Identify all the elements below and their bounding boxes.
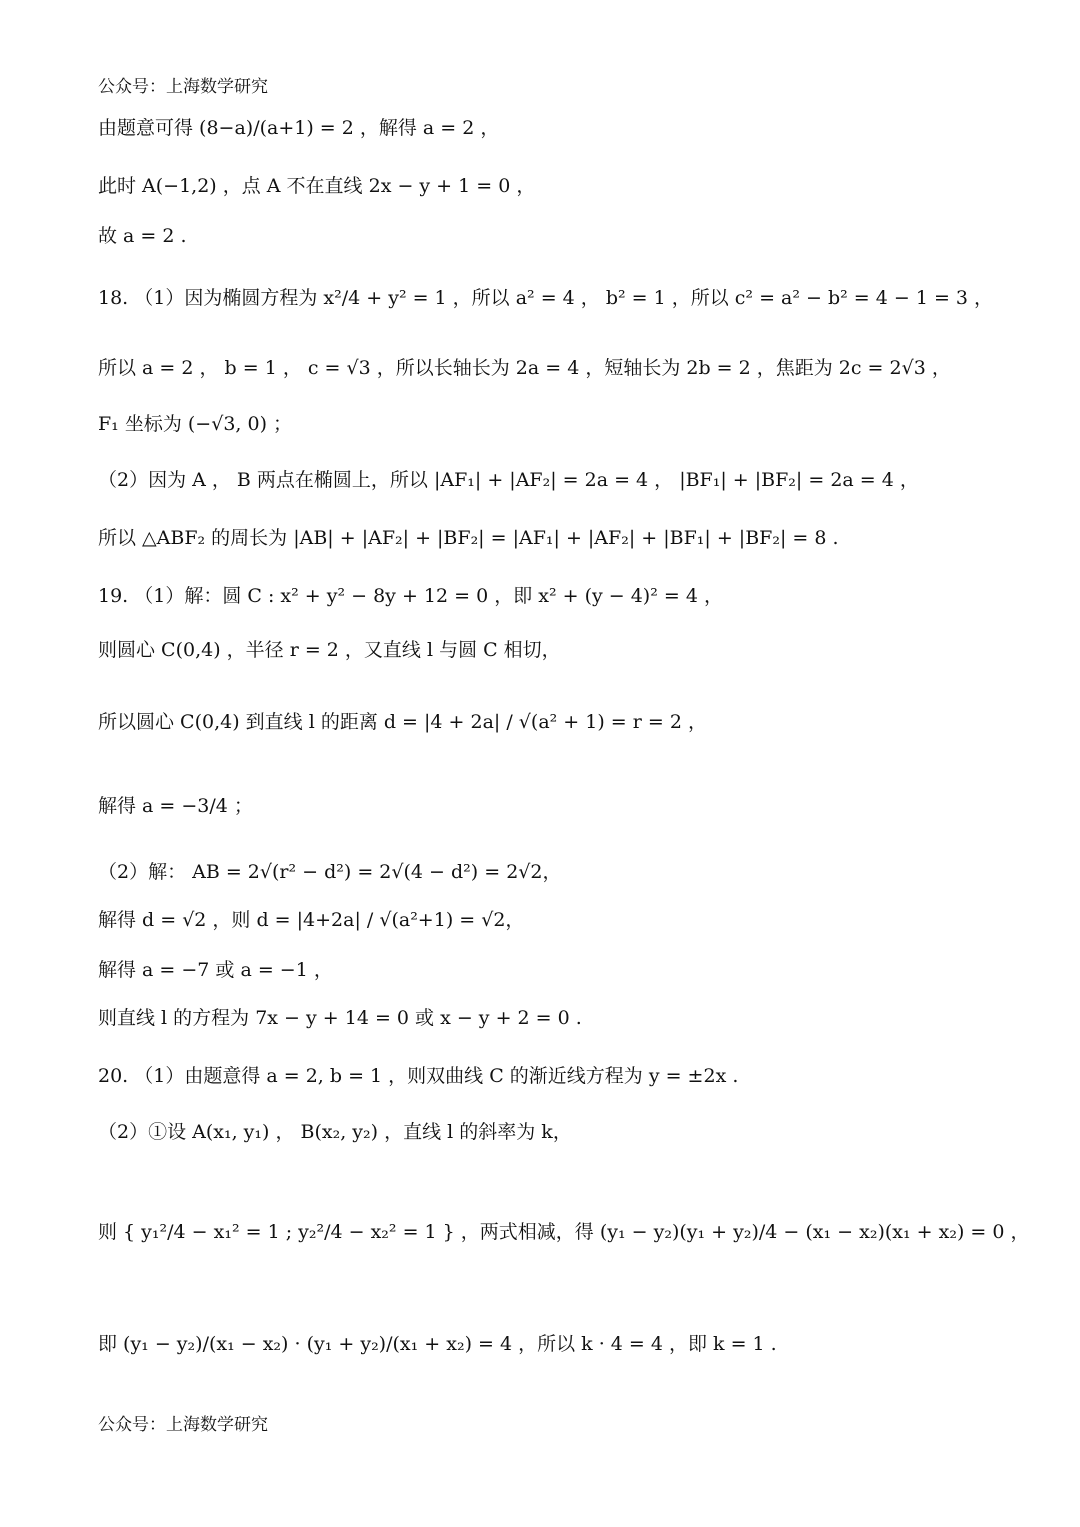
solution-line: 则直线 l 的方程为 7x − y + 14 = 0 或 x − y + 2 = 0 . (98, 1007, 582, 1029)
solution-line: 故 a = 2 . (98, 225, 187, 247)
solution-line: 解得 a = −3/4 ； (98, 795, 253, 817)
solution-line: 20. （1）由题意得 a = 2, b = 1 ，则双曲线 C 的渐近线方程为 y = ±2x . (98, 1065, 739, 1087)
solution-line: 由题意可得 (8−a)/(a+1) = 2 ，解得 a = 2 ， (98, 117, 500, 139)
solution-line: 所以 △ABF₂ 的周长为 |AB| + |AF₂| + |BF₂| = |AF₁| + |AF₂| + |BF₁| + |BF₂| = 8 . (98, 527, 839, 549)
solution-line: 则圆心 C(0,4) ，半径 r = 2 ，又直线 l 与圆 C 相切， (98, 639, 561, 661)
solution-line: （2）解： AB = 2√(r² − d²) = 2√(4 − d²) = 2√2， (98, 861, 562, 883)
page-footer: 公众号：上海数学研究 (98, 1415, 268, 1435)
solution-line: 则 { y₁²/4 − x₁² = 1 ; y₂²/4 − x₂² = 1 } ，两式相减，得 (y₁ − y₂)(y₁ + y₂)/4 − (x₁ − x₂)(x₁ + x₂) = 0 ， (98, 1221, 1030, 1243)
solution-line: （2）因为 A ， B 两点在椭圆上，所以 |AF₁| + |AF₂| = 2a = 4 ， |BF₁| + |BF₂| = 2a = 4 ， (98, 469, 919, 491)
solution-line: 此时 A(−1,2) ，点 A 不在直线 2x − y + 1 = 0 ， (98, 175, 536, 197)
solution-line: 所以圆心 C(0,4) 到直线 l 的距离 d = |4 + 2a| / √(a² + 1) = r = 2 ， (98, 711, 707, 733)
solution-line: 即 (y₁ − y₂)/(x₁ − x₂) · (y₁ + y₂)/(x₁ + x₂) = 4 ，所以 k · 4 = 4 ，即 k = 1 . (98, 1333, 777, 1355)
page-header: 公众号：上海数学研究 (98, 77, 268, 97)
solution-line: （2）①设 A(x₁, y₁) ， B(x₂, y₂) ，直线 l 的斜率为 k， (98, 1121, 572, 1143)
solution-line: 所以 a = 2 ， b = 1 ， c = √3 ，所以长轴长为 2a = 4 ，短轴长为 2b = 2 ，焦距为 2c = 2√3 ， (98, 357, 951, 379)
solution-line: 19. （1）解：圆 C : x² + y² − 8y + 12 = 0 ，即 x² + (y − 4)² = 4 ， (98, 585, 723, 607)
solution-line: 18. （1）因为椭圆方程为 x²/4 + y² = 1 ，所以 a² = 4 ， b² = 1 ，所以 c² = a² − b² = 4 − 1 = 3 ， (98, 287, 994, 309)
solution-line: 解得 d = √2 ，则 d = |4+2a| / √(a²+1) = √2， (98, 909, 525, 931)
solution-line: F₁ 坐标为 (−√3, 0) ； (98, 413, 293, 435)
solution-line: 解得 a = −7 或 a = −1 ， (98, 959, 333, 981)
